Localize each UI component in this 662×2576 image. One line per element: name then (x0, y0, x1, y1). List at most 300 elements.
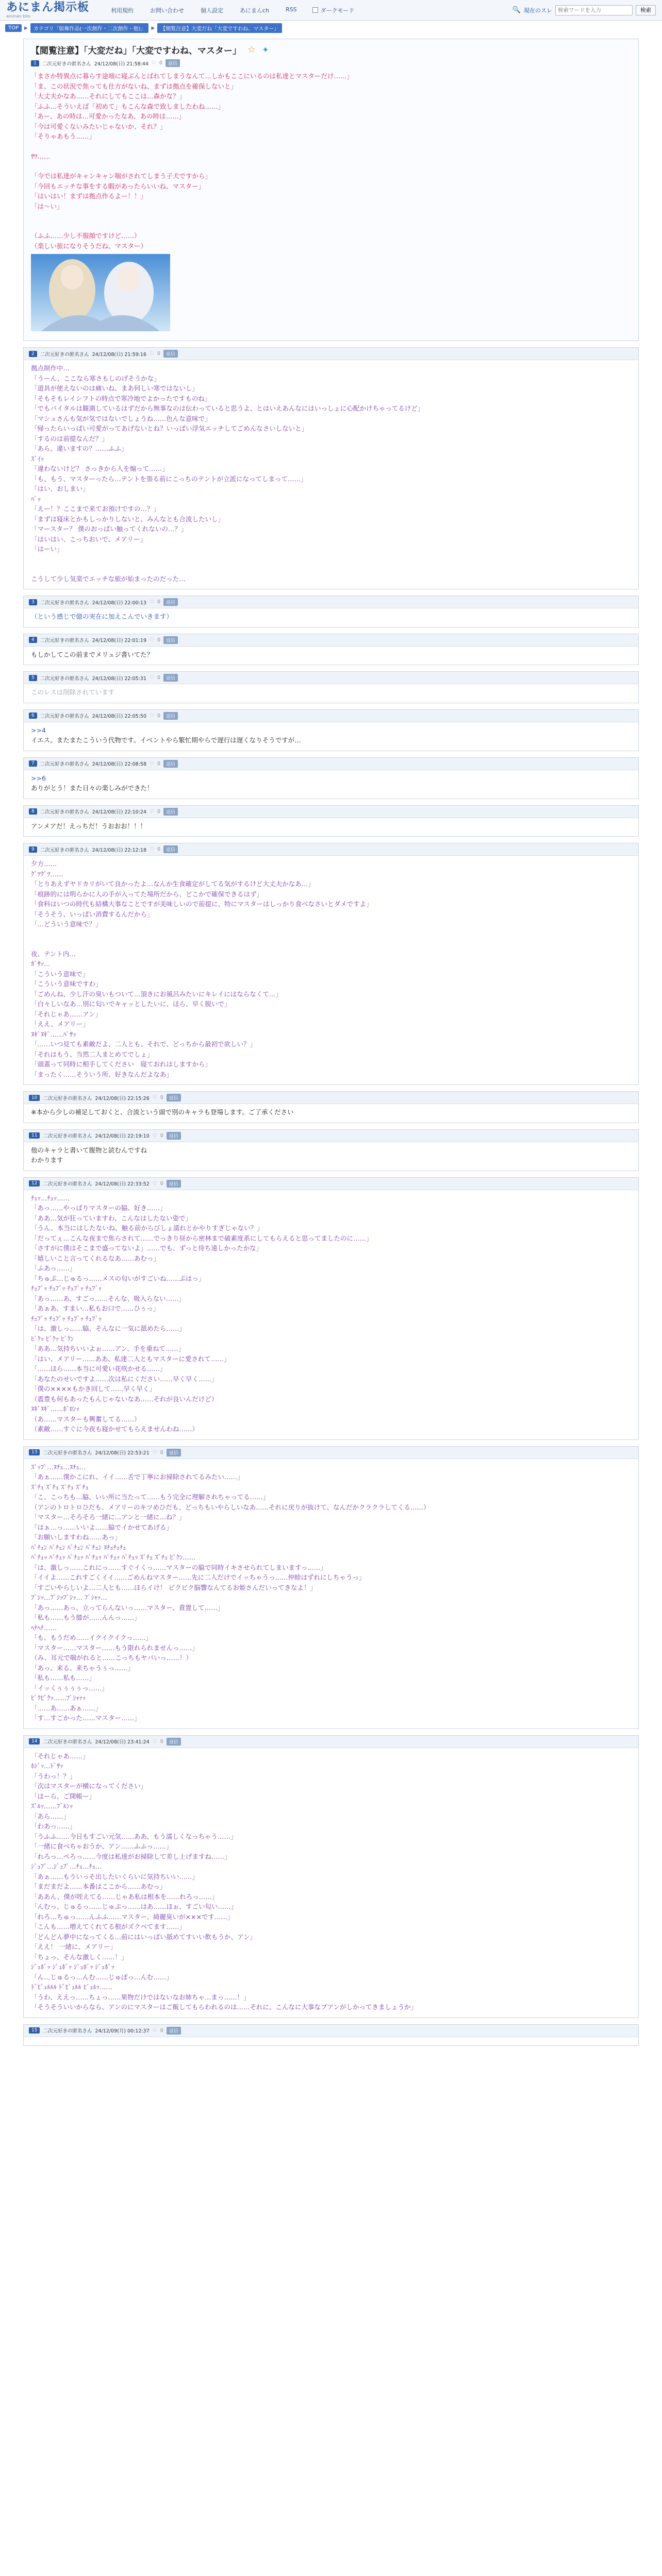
post-date: 24/12/08(日) 22:01:19 (92, 638, 147, 643)
heart-icon[interactable]: ♡ (152, 1095, 157, 1100)
post-body (24, 360, 638, 589)
post-line: 「あっ……あ、すごっ……そんな、吸入らない……」 (31, 1294, 186, 1302)
heart-icon[interactable]: ♡ (150, 713, 154, 719)
post-author: 二次元好きの匿名さん (43, 1095, 92, 1101)
post-meta (31, 59, 631, 67)
vote-count: 0 (157, 808, 161, 815)
post-date: 24/12/08(日) 22:00:13 (92, 600, 147, 606)
post-line: 「も、もうだめ……イクイクイクっ……」 (31, 1634, 153, 1641)
post-date: 24/12/08(日) 21:58:44 (94, 61, 149, 67)
top-bar (0, 0, 662, 21)
post-line: 「は～い」 (31, 202, 63, 210)
post-line: 「白々しいなあ…別に匂いでキャッとしたいに、ほら、早く脱いで」 (31, 1000, 231, 1008)
post-line: （楽しい旅になりそうだね、マスター） (31, 242, 147, 250)
post-author: 二次元好きの匿名さん (42, 61, 91, 67)
post-number[interactable]: 10 (29, 1095, 40, 1101)
post-line: （震豊も何もあったもんじゃないなあ……それが良いんだけど） (31, 1395, 218, 1403)
post-line: 「あら、違いますの？……ふふ」 (31, 445, 128, 452)
post-line: 「ああ…気持ちいいよぉ……アン、手を重ねて……」 (31, 1345, 185, 1352)
post-line: ﾎｼﾞｯ…ﾄﾞｻｯ (31, 1762, 63, 1770)
post-author: 二次元好きの匿名さん (43, 1133, 92, 1139)
heart-icon[interactable]: ♡ (152, 60, 156, 66)
post-line: （アンのトロトロひだも、メアリーのキツめひだも、どっちもいやらしいなあ……それに戻りが抜けて、なんだかクラクラしてくる……） (31, 1503, 430, 1511)
breadcrumb-category[interactable]: カテゴリ「版権作品(一次創作・二次創作・他)」 (30, 23, 148, 33)
post-author: 二次元好きの匿名さん (43, 1450, 92, 1456)
main-content (0, 39, 662, 2056)
nav-rss[interactable]: RSS (286, 6, 297, 13)
post-line: ｻﾜ…… (31, 152, 51, 160)
post-line: 「こういう意味で」 (31, 970, 89, 978)
post-line (31, 211, 631, 221)
post-line: 「どんどん夢中になってくる…前にはいっぱい舐めてすいい飲もうか、アン」 (31, 1933, 257, 1941)
post-author: 二次元好きの匿名さん (40, 600, 89, 606)
search-area (512, 5, 656, 15)
post-author: 二次元好きの匿名さん (43, 1739, 92, 1745)
post-line: ﾁｭﾌﾞｯ ﾁｭﾌﾞｯ ﾁｭﾌﾞｯ ﾁｭﾌﾞｯ (31, 1284, 102, 1292)
post-line: ｼﾞｭﾌﾟ…ｼﾞｭﾌﾟ…ﾁｭ…ﾁｭ… (31, 1862, 102, 1870)
post (23, 1735, 639, 2018)
post-line (31, 939, 631, 949)
post-line: ｶﾞｻｯ… (31, 960, 51, 968)
logo-subtext: animan bbs (6, 13, 30, 19)
reply-button[interactable]: 返信 (163, 674, 178, 682)
post-line: 「はい、メアリー……ああ、私達二人ともマスターに愛されて……」 (31, 1354, 230, 1363)
post-line: 「さすがに僕はそこまで盛ってないよ」……でも、ずっと待ち遠しかったかな」 (31, 1244, 263, 1252)
reply-button[interactable]: 返信 (167, 1449, 181, 1456)
post-line: 「道具が使えないのは痛いね、まあ何しい寒ではないし」 (31, 384, 199, 392)
search-scope-select[interactable]: 現在のスレ (524, 7, 552, 14)
post-line: 「こんも……増えてくれてる根がズクベてます……」 (31, 1923, 186, 1930)
attached-illustration[interactable] (31, 254, 170, 331)
post-line: 「うわっ！？」 (31, 1772, 76, 1780)
post-line: （み、耳元で喘がれると……こっちもヤバいっ……！） (31, 1654, 193, 1662)
post-line: 「ま、この状況で焦っても仕方がないね、まずは拠点を確保しないと」 (31, 82, 238, 90)
post-date: 24/12/08(日) 22:33:52 (95, 1181, 150, 1187)
post (23, 805, 639, 837)
post-line: （あ……マスターも興奮してる……） (31, 1415, 141, 1423)
post-line: 「私も……もう膝が……んんっ……」 (31, 1614, 141, 1621)
post-date: 24/12/08(日) 22:53:21 (95, 1450, 150, 1456)
post-line: 「はいはい！まずは拠点作るよー！！」 (31, 192, 147, 200)
vote-count: 0 (157, 713, 161, 719)
post-line: 夜、テント内… (31, 950, 76, 958)
heart-icon[interactable]: ♡ (152, 1132, 157, 1139)
post-line: ｽﾞｲｯ (31, 454, 44, 463)
post-line: 「んむっ、じゅるっ……じゅぷっ……はあ……ほぉ、すごい匂い……」 (31, 1903, 238, 1910)
post-meta (24, 806, 638, 818)
post-line: 「ちゅぷ…じゅるっ……メスの匂いがすごいね……ぷはっ」 (31, 1274, 205, 1282)
post-meta (24, 1447, 638, 1459)
site-logo[interactable] (6, 2, 89, 19)
post-line: ﾊﾟﾁｭｯ ﾊﾟﾁｭｯ ﾊﾟﾁｭｯ ﾊﾟﾁｭｯ ﾊﾟﾁｭｯ ﾊﾟﾁｭｯ ｽﾞﾁｭ ｽﾞﾁｭ ﾋﾞｸﾝ…… (31, 1553, 196, 1561)
post (23, 2024, 639, 2046)
post-line: 「でもバイタルは観測しているはずだから無事なのは伝わっていると思うよ、とはいえあんなにはいっしょに心配かけちゃってるけど」 (31, 404, 424, 412)
post-line (31, 564, 631, 574)
post-line: 「それじゃあ……」 (31, 1752, 89, 1760)
post-line: 「帰ったらいっぱい可愛がってあげないとね？いっぱい浮気エッチしてごめんなさいしないと」 (31, 425, 308, 432)
reply-button[interactable]: 返信 (167, 2027, 181, 2035)
post-line: 「ん…じゅるっ…んむ……じゅぽっ…んむ……」 (31, 1973, 173, 1981)
post-line: ﾇｷﾞﾇｷﾞ……ﾊﾟｻｯ (31, 1030, 76, 1038)
heart-icon[interactable]: ♡ (150, 675, 154, 681)
post-number[interactable]: 14 (29, 1738, 40, 1744)
post-line: 拠点制作中… (31, 364, 70, 372)
post (23, 596, 639, 628)
breadcrumb-thread[interactable]: 【閲覧注意】大変だね「大変ですわね、マスター」 (157, 23, 282, 33)
twitter-bird-icon[interactable]: ✦ (262, 45, 269, 55)
post-line: 「ああ…気が狂っていますわ、こんなはしたない姿で」 (31, 1214, 192, 1222)
logo-text: あにまん掲示板 (6, 1, 90, 14)
post-meta (24, 1178, 638, 1190)
breadcrumb (0, 21, 662, 36)
post-line (31, 221, 631, 231)
post-number[interactable]: 9 (29, 846, 37, 853)
post-line: 「そもそもレイシフトの時点で寒冷地でよかったですものね」 (31, 394, 211, 402)
post-number[interactable]: 6 (29, 713, 37, 719)
vote-count: 0 (160, 1449, 163, 1455)
vote-count: 0 (157, 599, 161, 605)
post-line: 「あっ、来る、来ちゃうぅっ……」 (31, 1664, 134, 1672)
post-number[interactable]: 4 (29, 637, 37, 643)
post-line: 「あら……」 (31, 1812, 70, 1820)
post-line: 「次はマスターが横になってください」 (31, 1782, 147, 1790)
post-line: （素敵……すぐに今夜も寝かせてもらえませんわね……） (31, 1425, 199, 1433)
post-body (24, 856, 638, 1084)
post-body (31, 71, 631, 331)
post-body (24, 647, 638, 665)
post-line: 「食料はいつの時代も結構大事なことですが美味しいので前提に、特にマスターはしっかり食べなさいとダメですよ」 (31, 900, 373, 908)
post-line: 「れろっ…ペろっ……今度は私達がお掃除して差し上げますね……」 (31, 1852, 231, 1860)
post-line: イエス。またまたこういう代物です。イベントやら繁忙期やらで遅行は遅くなりそうですが… (31, 736, 301, 744)
post-line: 「ふあっ……」 (31, 1264, 76, 1272)
post-line: >>6 (31, 774, 46, 782)
post-line: 「ええ！ 一緒に、メアリー」 (31, 1943, 117, 1951)
post-line: 「はいはい、こっちおいで、メアリー」 (31, 535, 147, 543)
post-meta (24, 1736, 638, 1748)
post-body (24, 770, 638, 799)
post-author: 二次元好きの匿名さん (40, 675, 89, 682)
vote-count: 0 (157, 351, 161, 357)
post-line: 「……ほら……本当に可愛い花咲かせる……」 (31, 1365, 167, 1372)
vote-count: 0 (160, 1180, 163, 1187)
post-line: 「うわ、ええっ……ちょっ……果物だけではないなお姉ちゃ…まっ……！」 (31, 1993, 250, 2001)
post-line: 「そうそう、いっぱい消費するんだから」 (31, 910, 154, 918)
heart-icon[interactable]: ♡ (150, 846, 154, 852)
post-line: 「まったく……そういう所、好きなんだよなあ」 (31, 1070, 173, 1078)
post-author: 二次元好きの匿名さん (43, 1181, 92, 1187)
post-line: 「ええ、メアリー」 (31, 1020, 89, 1028)
post-line: 「す…すごかった……マスター……」 (31, 1714, 141, 1722)
post-meta (24, 758, 638, 770)
search-icon: 🔍 (512, 6, 521, 14)
vote-count: 0 (157, 637, 161, 643)
dark-mode-checkbox[interactable] (312, 7, 318, 13)
heart-icon[interactable]: ♡ (152, 1738, 157, 1744)
post-line: 「するのは前提なんだ？」 (31, 434, 109, 443)
post-line: 「はい、おしまい」 (31, 485, 89, 493)
dark-mode-toggle[interactable] (312, 6, 355, 14)
post-line: （ふふ……少し不服顔ですけど……） (31, 232, 141, 240)
post (23, 1446, 639, 1729)
post-line: 「はーい」 (31, 545, 63, 553)
thread-opening-post (23, 39, 639, 341)
post-number[interactable]: 3 (29, 599, 37, 605)
post-line: 「マースター？ 僕のおっぱい触ってくれないの…？」 (31, 525, 188, 533)
nav-settings[interactable]: 個人設定 (201, 7, 224, 14)
post-line: 「ちょっ、そんな激しく……！」 (31, 1953, 128, 1961)
post-line: ﾁｭﾌﾞｯ ﾁｭﾌﾞｯ ﾁｭﾌﾞｯ ﾁｭﾌﾞｯ (31, 1314, 102, 1323)
post-line: 「お願いしますわね……あっ」 (31, 1533, 121, 1541)
heart-icon[interactable]: ♡ (152, 1180, 157, 1187)
post-line: 「も、もう、マスターったら…テントを張る前にこっちのテントが立派になってしまって……」 (31, 474, 307, 483)
post-line: 「こ、こっちも…脇、いい所に当たって……もう完全に理解されちゃってる……」 (31, 1493, 270, 1501)
heart-icon[interactable]: ♡ (150, 808, 154, 815)
post-line: ｽﾞﾁｭ ｽﾞﾁｭ ｽﾞﾁｭ ｽﾞﾁｭ (31, 1483, 89, 1491)
post-body (24, 1104, 638, 1123)
post-line: （という感じで億の実在に加えこんでいきます） (31, 613, 173, 620)
reply-button[interactable]: 返信 (167, 1094, 181, 1101)
post-line: 「うん、本当にはしたないね、触る前からびしょ濡れとかやりすぎじゃない？」 (31, 1224, 263, 1232)
nav-animan-ch[interactable]: あにまんch (240, 7, 270, 14)
post-body (24, 818, 638, 837)
post-line: ｼﾞｭﾎﾞｯ ｼﾞｭﾎﾞｯ ｼﾞｭﾎﾞｯ ｼﾞｭﾎﾞｯ (31, 1963, 114, 1971)
post-line: ﾊﾟﾁｭﾝ ﾊﾟﾁｭﾝ ﾊﾟﾁｭﾝ ﾊﾟﾁｭﾝ ﾇﾁｭﾁｭﾁｭ (31, 1543, 126, 1551)
post-number[interactable]: 2 (29, 351, 37, 357)
post-meta (24, 634, 638, 647)
post-line: ﾍﾅﾍﾅ…… (31, 1623, 57, 1632)
post (23, 843, 639, 1085)
post-body (24, 608, 638, 627)
post-line: 「頭蓋って同時に相手してください 寝ておれはしますから」 (31, 1060, 212, 1068)
post-line: こうして少し気楽でエッチな旅が始まったのだった… (31, 574, 186, 583)
vote-count: 0 (157, 846, 161, 852)
post-number[interactable]: 5 (29, 675, 37, 681)
post-line: わかります (31, 1156, 63, 1164)
reply-button[interactable]: 返信 (163, 760, 178, 768)
post-line: ﾄﾞﾋﾟｭﾙﾙﾙ ﾄﾞﾋﾟｭﾙﾙ ﾋﾞｭﾙｯ…… (31, 1983, 112, 1991)
post-line: アンメアだ！えっちだ！うおおお！！！ (31, 822, 147, 830)
post-body (24, 1190, 638, 1439)
post-meta (24, 596, 638, 608)
post-list (23, 347, 639, 2046)
reply-button[interactable]: 返信 (166, 59, 180, 67)
post-line: >>4 (31, 726, 46, 734)
post-line: 「うーん、ここなら寒さもしのげそうかな」 (31, 374, 160, 382)
reply-button[interactable]: 返信 (167, 1738, 181, 1745)
post-line: 「まずは寝床とかもしっかりしないと、みんなとも合流したいし」 (31, 515, 225, 523)
vote-count: 0 (160, 2027, 163, 2033)
post-line: 「は、激しっ……これにっ……すぐイくっ……マスターの脇で同時イキさせられてしまいますっ……」 (31, 1563, 327, 1571)
post-date: 24/12/08(日) 21:59:16 (92, 351, 147, 358)
post-meta (24, 1092, 638, 1104)
post-meta (24, 1130, 638, 1142)
post-number[interactable]: 15 (29, 2027, 40, 2033)
post-line: 「あっ……やっぱりマスターの脇、好き……」 (31, 1204, 167, 1212)
post-number[interactable]: 12 (29, 1180, 40, 1187)
nav-terms[interactable]: 利用規約 (111, 7, 134, 14)
post-line: 夕方…… (31, 860, 57, 868)
post-number[interactable]: 1 (31, 60, 39, 66)
post-body (24, 1142, 638, 1171)
post-line: 「えー！？ここまで来てお預けですの…？」 (31, 505, 160, 513)
post-body (24, 684, 638, 703)
post-number[interactable]: 13 (29, 1449, 40, 1455)
post-line (31, 142, 631, 151)
post-line: 「……あ……あぁ……」 (31, 1704, 102, 1712)
post-line: 「あぁ……僕かこにれ、イイ……舌で丁寧にお掃除されてるみたい……」 (31, 1473, 244, 1481)
thread-title: 【閲覧注意】「大変だね」「大変ですわね、マスター」 (31, 46, 241, 56)
star-icon[interactable]: ☆ (247, 44, 256, 55)
post (23, 347, 639, 589)
post-author: 二次元好きの匿名さん (40, 714, 89, 719)
reply-button[interactable]: 返信 (163, 636, 178, 644)
post-line: 「ほーら、ご開帳ー」 (31, 1792, 96, 1800)
post-line: 「……いつ見ても素敵だよ、二人とも、それで、どっちから最初で欲しい？」 (31, 1040, 257, 1048)
post-line: 「マスター…そろそろ一緒に…アンと一緒に…ね？」 (31, 1513, 186, 1521)
post-date: 24/12/08(日) 23:41:24 (95, 1739, 150, 1745)
post-date: 24/12/08(日) 22:12:18 (92, 847, 147, 853)
post-line: 「それじゃあ……アン」 (31, 1010, 102, 1018)
post-line: 「うふふ……今日もすごい元気……ああ、もう濡しくなっちゃう……」 (31, 1832, 237, 1840)
vote-count: 0 (160, 1132, 163, 1139)
thread-title-row (31, 43, 631, 56)
reply-button[interactable]: 返信 (167, 1132, 181, 1140)
post-meta (24, 843, 638, 856)
post-line: 「私も……私も……」 (31, 1674, 96, 1682)
post-line: 「イイよ……これすごくイイ……ごめんねマスター……先に二人だけでイッちゃうっ……仲睦はずれにしちゃうっ」 (31, 1573, 366, 1581)
search-button[interactable]: 検索 (636, 5, 656, 15)
nav-contact[interactable]: お問い合わせ (150, 7, 185, 14)
heart-icon[interactable]: ♡ (152, 1449, 157, 1455)
post-line: 「違わないけど？ さっきから人を煽って……」 (31, 465, 169, 472)
post-date: 24/12/09(月) 00:12:37 (95, 2028, 150, 2034)
post-meta (24, 672, 638, 684)
post-line: 「今回もエッチな事をする暇があったらいいね、マスター」 (31, 182, 205, 190)
vote-count: 0 (159, 60, 163, 66)
post-line: 「だってぇ…こんな夜まで焦らされて……でっきり昼から密林まで破素度系にしてもらえると思ってましたのに……」 (31, 1234, 373, 1242)
vote-count: 0 (160, 1738, 163, 1744)
breadcrumb-separator-icon: ▶ (151, 25, 155, 31)
post-line (31, 161, 631, 171)
post-body (24, 1459, 638, 1728)
post-meta (24, 2025, 638, 2037)
vote-count: 0 (157, 675, 161, 681)
post-date: 24/12/08(日) 22:08:58 (92, 761, 147, 767)
post-author: 二次元好きの匿名さん (40, 809, 89, 815)
post-author: 二次元好きの匿名さん (43, 2028, 92, 2034)
search-input[interactable] (555, 5, 633, 15)
post-author: 二次元好きの匿名さん (40, 847, 89, 853)
post-line: 「まさか特異点に暮らす途端に寝ぶんとばれてしまうなんて…しかもここにいるのは私達とマスターだけ……」 (31, 72, 354, 80)
nav-menu (111, 6, 297, 14)
reply-button[interactable]: 返信 (163, 350, 178, 358)
post (23, 634, 639, 666)
post-line: 「とりあえずヤドカリがいて良かったよ…なんか生食確定がしてる気がするけど大丈夫かなあ…」 (31, 880, 315, 888)
post-line: このレスは削除されています (31, 688, 115, 696)
post-body (24, 1748, 638, 2018)
reply-button[interactable]: 返信 (163, 598, 178, 606)
post-line: 「今は可愛くないみたいじゃないか、それ？」 (31, 122, 167, 130)
reply-button[interactable]: 返信 (167, 1180, 181, 1188)
post-line: 「すごいやらしいよ…二人とも……ほらイけ！ ビクビク脳響なんてるお姫さんだいってきなよ！」 (31, 1583, 317, 1591)
post-line: 「そうそういいからなら、アンのにマスターはご飯してもらわれるのは……それに、こんなに大事なプアンがしかってきましょうか」 (31, 2003, 418, 2011)
post-author: 二次元好きの匿名さん (40, 761, 89, 767)
post (23, 709, 639, 751)
post-line: ｽﾞﾙｯ……ﾌﾞﾙﾝｯ (31, 1802, 73, 1810)
vote-count: 0 (160, 1095, 163, 1100)
vote-count: 0 (157, 760, 161, 767)
post-date: 24/12/08(日) 22:15:26 (95, 1095, 150, 1101)
reply-button[interactable]: 返信 (163, 808, 178, 816)
heart-icon[interactable]: ♡ (152, 2027, 157, 2033)
breadcrumb-separator-icon: ▶ (24, 25, 28, 31)
post-line (31, 929, 631, 939)
post-line: 「ごめんね、少し汗の臭いもついて…頂きにお風呂みたいにキレイにはならなくて…」 (31, 990, 282, 998)
post-line: 「ああん、僕が咥えてる……じゃあ私は根本を……れろっ……」 (31, 1892, 219, 1901)
post-number[interactable]: 11 (29, 1132, 40, 1139)
heart-icon[interactable]: ♡ (150, 637, 154, 643)
heart-icon[interactable]: ♡ (150, 760, 154, 767)
post-line: 「こういう意味ですわ」 (31, 980, 102, 988)
breadcrumb-top[interactable]: TOP (5, 24, 22, 32)
post-line: 「それはもう、当然二人まとめてでしょ」 (31, 1050, 154, 1058)
post-line: 「嬉しいこと言ってくれるなあ……あむっ」 (31, 1254, 160, 1262)
post-meta (24, 348, 638, 360)
post (23, 1177, 639, 1440)
post-line: 「あっ……あっ、立ってらんないっ……マスター、責置して……」 (31, 1603, 224, 1612)
post-number[interactable]: 7 (29, 760, 37, 767)
post-body (24, 722, 638, 751)
reply-button[interactable]: 返信 (163, 712, 178, 720)
dark-mode-label: ダークモード (320, 7, 355, 14)
post-line: ﾁｭｯ…ﾁｭｯ…… (31, 1194, 70, 1202)
post-line: ﾌﾟｼｯ…ﾌﾟｼｯﾌﾟｼｯ… ﾌﾟｼｬｯ… (31, 1594, 107, 1601)
post-line: ﾋﾞｸﾋﾞｸｯ……ﾌﾟｼｬｧｯ (31, 1694, 86, 1702)
post-number[interactable]: 8 (29, 808, 37, 815)
post (23, 1129, 639, 1171)
post-line: 「あなたのせいですよ……次は私にください……早く早く……」 (31, 1375, 218, 1383)
post-date: 24/12/08(日) 22:10:24 (92, 809, 147, 815)
heart-icon[interactable]: ♡ (150, 351, 154, 357)
post-date: 24/12/08(日) 22:05:50 (92, 714, 147, 719)
post-line: ﾇｷﾞﾇｷﾞ……ﾎﾞﾛﾝｯ (31, 1405, 79, 1413)
post-line: ﾊﾟｯ (31, 495, 41, 503)
post-line: 「そりゃあもう……」 (31, 132, 96, 140)
post-line: ﾋﾞｸｯ ﾋﾞｸｯ ﾋﾞｸﾝ (31, 1334, 74, 1343)
post-line: 「大丈夫かなあ……それにしてもここは…森かな？」 (31, 92, 186, 100)
reply-button[interactable]: 返信 (163, 845, 178, 853)
post-line: 「あぁあ、すまい…私もお口で……ひぅっ」 (31, 1304, 160, 1312)
post-body (24, 2037, 638, 2045)
post-date: 24/12/08(日) 22:19:10 (95, 1133, 150, 1139)
post-line: もしかしてこの前までメリュジ書いてた？ (31, 650, 154, 658)
post-author: 二次元好きの匿名さん (40, 638, 89, 643)
post-line: 「れろ…ちゅっ……んふふ……マスター、綺麗臭いが×××です……」 (31, 1912, 234, 1921)
post-author: 二次元好きの匿名さん (40, 351, 89, 358)
post-meta (24, 710, 638, 722)
post (23, 671, 639, 703)
heart-icon[interactable]: ♡ (150, 599, 154, 605)
post-line (31, 554, 631, 564)
post (23, 757, 639, 799)
post-line: 「マシュさんも気が気ではないでしょうね……色んな意味で」 (31, 414, 211, 422)
post-line: ありがとう！また日々の楽しみができた！ (31, 784, 154, 792)
post-line: 他のキャラと書いて腹物と読むんですね (31, 1146, 147, 1154)
post-line: 「わあっ……」 (31, 1822, 76, 1830)
post (23, 1091, 639, 1123)
post-line: 「…どういう意味で？」 (31, 920, 102, 928)
post-line: 「あぁ……もういっそ出したいくらいに気持ちいい……」 (31, 1872, 198, 1880)
